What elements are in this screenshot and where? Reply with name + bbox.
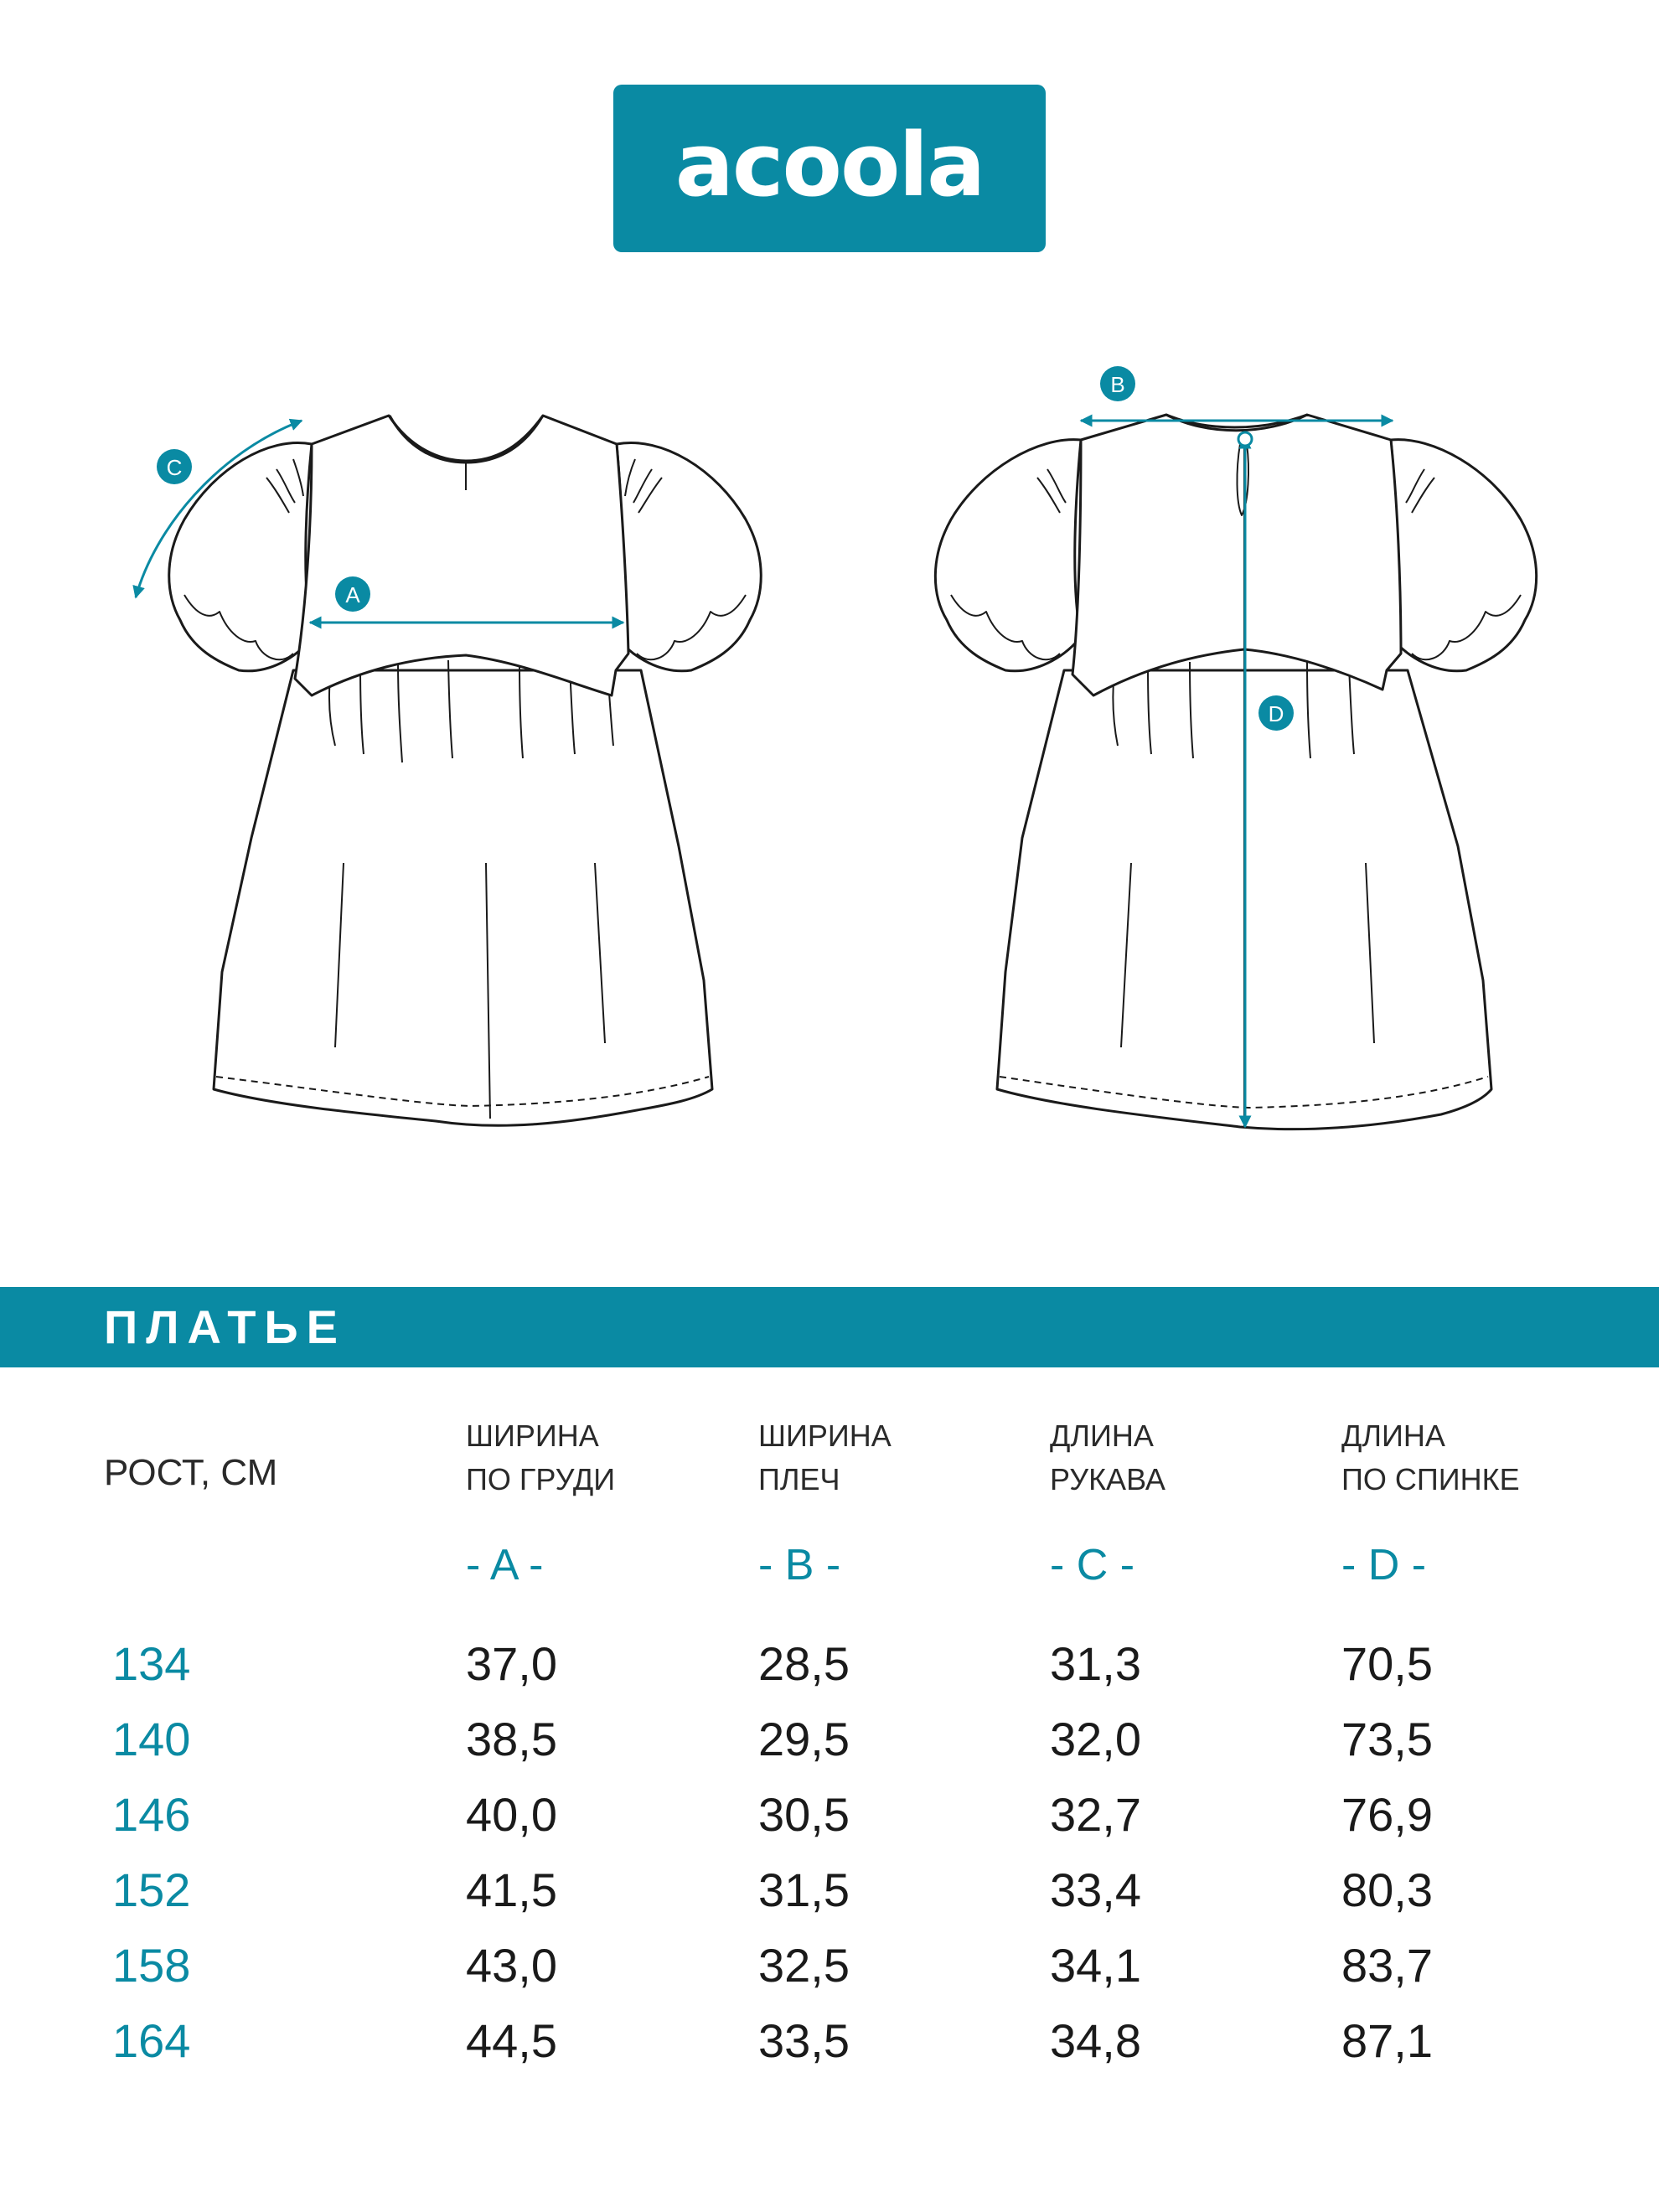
value-b: 33,5 — [758, 2014, 850, 2067]
value-a: 43,0 — [466, 1939, 557, 1992]
col-a-header-line2: ПО ГРУДИ — [466, 1462, 616, 1496]
marker-d-label: D — [1268, 701, 1284, 726]
table-row — [0, 1634, 1659, 1701]
value-c: 34,8 — [1050, 2014, 1141, 2067]
table-row — [0, 1936, 1659, 2003]
height-value: 140 — [112, 1713, 191, 1765]
value-b: 30,5 — [758, 1788, 850, 1841]
col-d-header-line1: ДЛИНА — [1341, 1419, 1445, 1453]
col-a-code: - A - — [466, 1541, 544, 1589]
value-a: 44,5 — [466, 2014, 557, 2067]
marker-a-label: A — [345, 582, 360, 607]
table-row — [0, 1709, 1659, 1776]
height-value: 152 — [112, 1863, 191, 1916]
col-c-header-line1: ДЛИНА — [1050, 1419, 1154, 1453]
height-value: 158 — [112, 1939, 191, 1992]
value-d: 87,1 — [1341, 2014, 1433, 2067]
dress-technical-drawing — [0, 318, 1659, 1156]
col-a-header-line1: ШИРИНА — [466, 1419, 599, 1453]
value-d: 83,7 — [1341, 1939, 1433, 1992]
value-a: 38,5 — [466, 1713, 557, 1765]
height-value: 134 — [112, 1637, 191, 1690]
value-c: 32,7 — [1050, 1788, 1141, 1841]
value-a: 41,5 — [466, 1863, 557, 1916]
col-c-header-line2: РУКАВА — [1050, 1462, 1165, 1496]
dress-front-view — [166, 416, 762, 1125]
product-title: ПЛАТЬЕ — [104, 1300, 347, 1353]
svg-text:acoola: acoola — [674, 118, 985, 216]
value-c: 31,3 — [1050, 1637, 1141, 1690]
brand-logo-mark — [645, 118, 1014, 219]
dress-back-view — [935, 415, 1536, 1129]
value-b: 29,5 — [758, 1713, 850, 1765]
value-d: 76,9 — [1341, 1788, 1433, 1841]
value-b: 32,5 — [758, 1939, 850, 1992]
height-column-header: РОСТ, СМ — [104, 1452, 278, 1493]
value-b: 31,5 — [758, 1863, 850, 1916]
col-d-code: - D - — [1341, 1541, 1427, 1589]
col-b-header-line2: ПЛЕЧ — [758, 1462, 840, 1496]
brand-logo — [613, 85, 1046, 252]
table-row — [0, 1785, 1659, 1852]
value-c: 33,4 — [1050, 1863, 1141, 1916]
product-title-band — [0, 1287, 1659, 1367]
value-a: 40,0 — [466, 1788, 557, 1841]
height-value: 146 — [112, 1788, 191, 1841]
col-d-header-line2: ПО СПИНКЕ — [1341, 1462, 1520, 1496]
col-c-code: - C - — [1050, 1541, 1135, 1589]
value-b: 28,5 — [758, 1637, 850, 1690]
value-d: 73,5 — [1341, 1713, 1433, 1765]
value-d: 70,5 — [1341, 1637, 1433, 1690]
marker-b-label: B — [1110, 372, 1125, 397]
col-b-code: - B - — [758, 1541, 841, 1589]
value-c: 32,0 — [1050, 1713, 1141, 1765]
value-c: 34,1 — [1050, 1939, 1141, 1992]
height-value: 164 — [112, 2014, 191, 2067]
marker-c-label: C — [166, 455, 183, 480]
value-a: 37,0 — [466, 1637, 557, 1690]
table-row — [0, 1860, 1659, 1927]
value-d: 80,3 — [1341, 1863, 1433, 1916]
col-b-header-line1: ШИРИНА — [758, 1419, 892, 1453]
table-row — [0, 2011, 1659, 2078]
